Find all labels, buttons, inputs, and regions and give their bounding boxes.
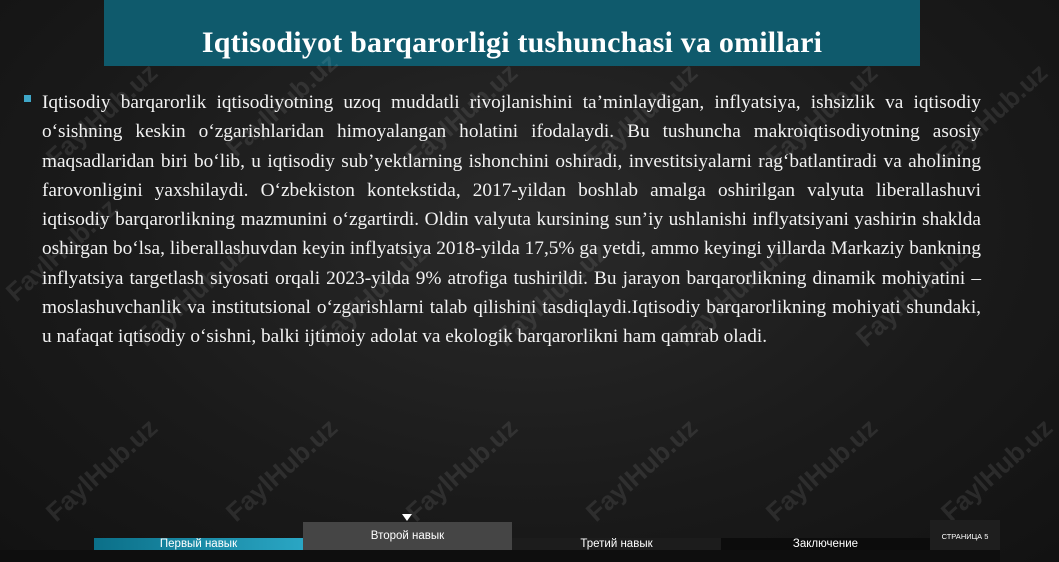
slide-body-text: Iqtisodiy barqarorlik iqtisodiyotning uzoq muddatli rivojlanishini ta’minlaydigan, inflyatsiya, ishsizlik va iqtisodiy o‘sishning keskin o‘zgarishlaridan himoyalangan holatini ifodalaydi. Bu tushuncha makroiqtisodiyotning asosiy maqsadlaridan biri bo‘lib, u iqtisodiy sub’yektlarning ishonchini oshiradi, investitsiyalarni rag‘batlantiradi va aholining farovonligini yaxshilaydi. O‘zbekiston kontekstida, 2017-yildan boshlab amalga oshirilgan valyuta liberallashuvi iqtisodiy barqarorlikning mazmunini o‘zgartirdi. Oldin valyuta kursining sun’iy ushlanishi inflyatsiyani yashirin shaklda oshirgan bo‘lsa, liberallashuvdan keyin inflyatsiya 2018-yilda 17,5% ga yetdi, ammo keyingi yillarda Markaziy bankning inflyatsiya targetlash siyosati orqali 2023-yilda 9% atrofiga tushirildi. Bu jarayon barqarorlikning dinamik mohiyatini – moslashuvchanlik va institutsional o‘zgarishlarni talab qilishini tasdiqlaydi.Iqtisodiy barqarorlikning mohiyati shundaki, u nafaqat iqtisodiy o‘sishni, balki ijtimoiy adolat va ekologik barqarorlikni ham qamrab oladi.	[42, 92, 981, 348]
watermark-11: FaylHub.uz	[670, 237, 794, 353]
nav-item-label: Заключение	[792, 538, 859, 550]
watermark-7: FaylHub.uz	[0, 192, 124, 308]
active-indicator-icon	[402, 514, 412, 521]
watermark-13: FaylHub.uz	[40, 412, 164, 528]
nav-item-second-skill[interactable]	[303, 522, 512, 550]
nav-item-label: Второй навык	[370, 530, 445, 542]
watermark-2: FaylHub.uz	[220, 47, 344, 163]
watermark-18: FaylHub.uz	[935, 412, 1059, 528]
bullet-square-icon	[24, 95, 31, 102]
nav-item-first-skill[interactable]	[94, 538, 303, 550]
watermark-14: FaylHub.uz	[220, 412, 344, 528]
slide-title: Iqtisodiyot barqarorligi tushunchasi va omillari	[201, 26, 823, 59]
section-navigation	[0, 520, 1000, 562]
watermark-12: FaylHub.uz	[850, 237, 974, 353]
nav-item-third-skill[interactable]	[512, 538, 721, 550]
page-number-label: СТРАНИЦА 5	[930, 520, 1000, 550]
watermark-5: FaylHub.uz	[760, 57, 884, 173]
watermark-15: FaylHub.uz	[400, 412, 524, 528]
nav-item-label: Третий навык	[580, 538, 653, 550]
watermark-17: FaylHub.uz	[760, 412, 884, 528]
watermark-9: FaylHub.uz	[310, 237, 434, 353]
watermark-1: FaylHub.uz	[40, 57, 164, 173]
watermark-8: FaylHub.uz	[130, 237, 254, 353]
watermark-6: FaylHub.uz	[930, 57, 1054, 173]
watermark-10: FaylHub.uz	[490, 237, 614, 353]
watermark-4: FaylHub.uz	[580, 57, 704, 173]
slide-title-bar	[104, 0, 920, 66]
watermark-16: FaylHub.uz	[580, 412, 704, 528]
nav-item-label: Первый навык	[159, 538, 238, 550]
nav-item-conclusion[interactable]	[721, 538, 930, 550]
slide-content	[24, 88, 981, 352]
watermark-3: FaylHub.uz	[400, 57, 524, 173]
